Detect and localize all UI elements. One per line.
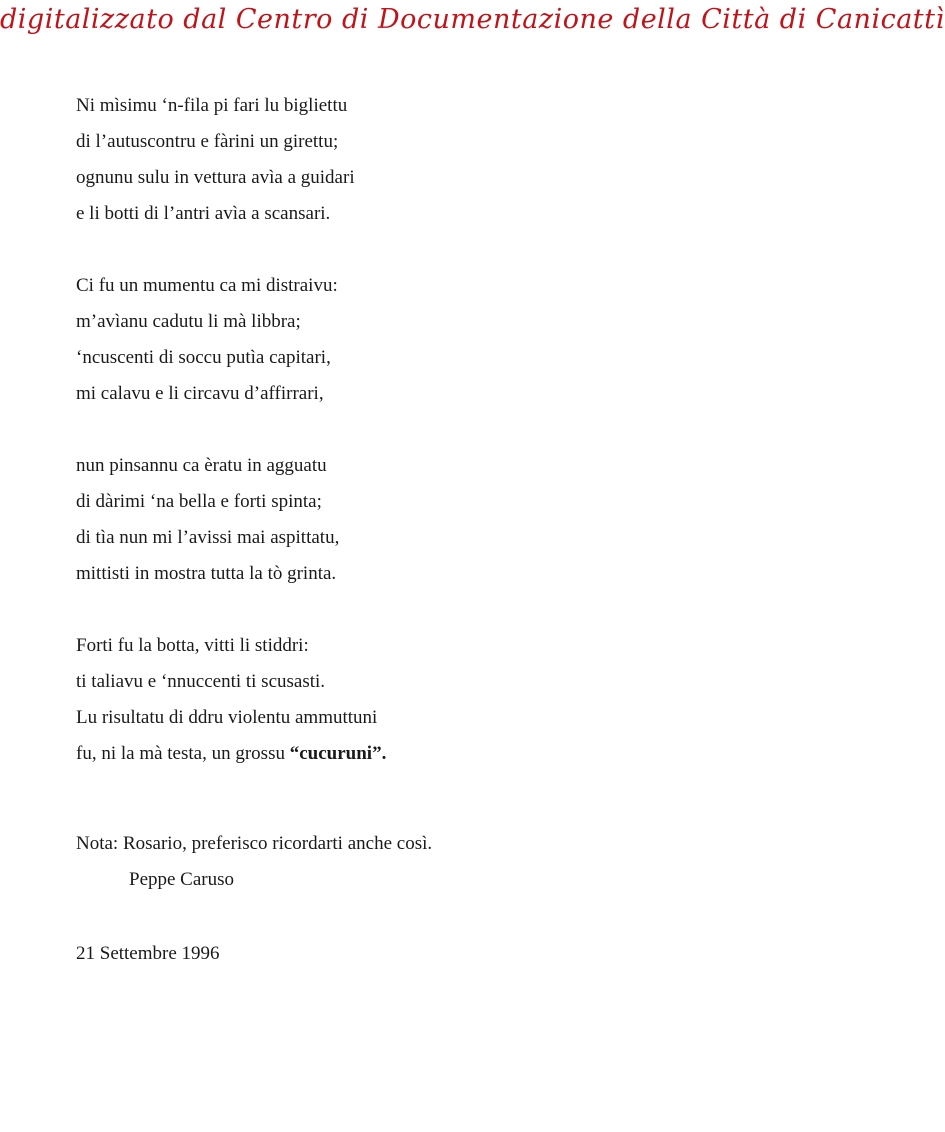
poem-line: ‘ncuscenti di soccu putìa capitari, [76, 347, 331, 368]
digitization-watermark: digitalizzato dal Centro di Documentazione della Città di Canicattì [0, 4, 945, 35]
poem-line: m’avìanu cadutu li mà libbra; [76, 311, 301, 332]
poem-line: Lu risultatu di ddru violentu ammuttuni [76, 707, 378, 728]
note-block [76, 826, 736, 898]
stanza-4 [76, 628, 736, 772]
poem-line: Ni mìsimu ‘n-fila pi fari lu bigliettu [76, 95, 348, 116]
stanza-3 [76, 448, 736, 592]
poem-line: di tìa nun mi l’avissi mai aspittatu, [76, 527, 340, 548]
poem-line: nun pinsannu ca èratu in agguatu [76, 455, 327, 476]
poem-line: mi calavu e li circavu d’affirrari, [76, 383, 324, 404]
poem-line-final [76, 736, 736, 772]
poem-line: Ci fu un mumentu ca mi distraivu: [76, 275, 338, 296]
stanza-2 [76, 268, 736, 412]
poem-line: di l’autuscontru e fàrini un girettu; [76, 131, 339, 152]
poem-line-text: fu, ni la mà testa, un grossu [76, 743, 290, 764]
poem-line: e li botti di l’antri avìa a scansari. [76, 203, 331, 224]
poem-line: mittisti in mostra tutta la tò grinta. [76, 563, 337, 584]
date: 21 Settembre 1996 [76, 943, 220, 964]
poem-line: Forti fu la botta, vitti li stiddri: [76, 635, 309, 656]
poem-line: ti taliavu e ‘nnuccenti ti scusasti. [76, 671, 326, 692]
author-signature: Peppe Caruso [129, 869, 235, 890]
poem-line: ognunu sulu in vettura avìa a guidari [76, 167, 355, 188]
stanza-1 [76, 88, 736, 232]
poem-body [76, 88, 736, 808]
emphasized-word: “cucuruni”. [289, 743, 387, 764]
poem-line: di dàrimi ‘na bella e forti spinta; [76, 491, 322, 512]
note-text: Nota: Rosario, preferisco ricordarti anche così. [76, 833, 433, 854]
